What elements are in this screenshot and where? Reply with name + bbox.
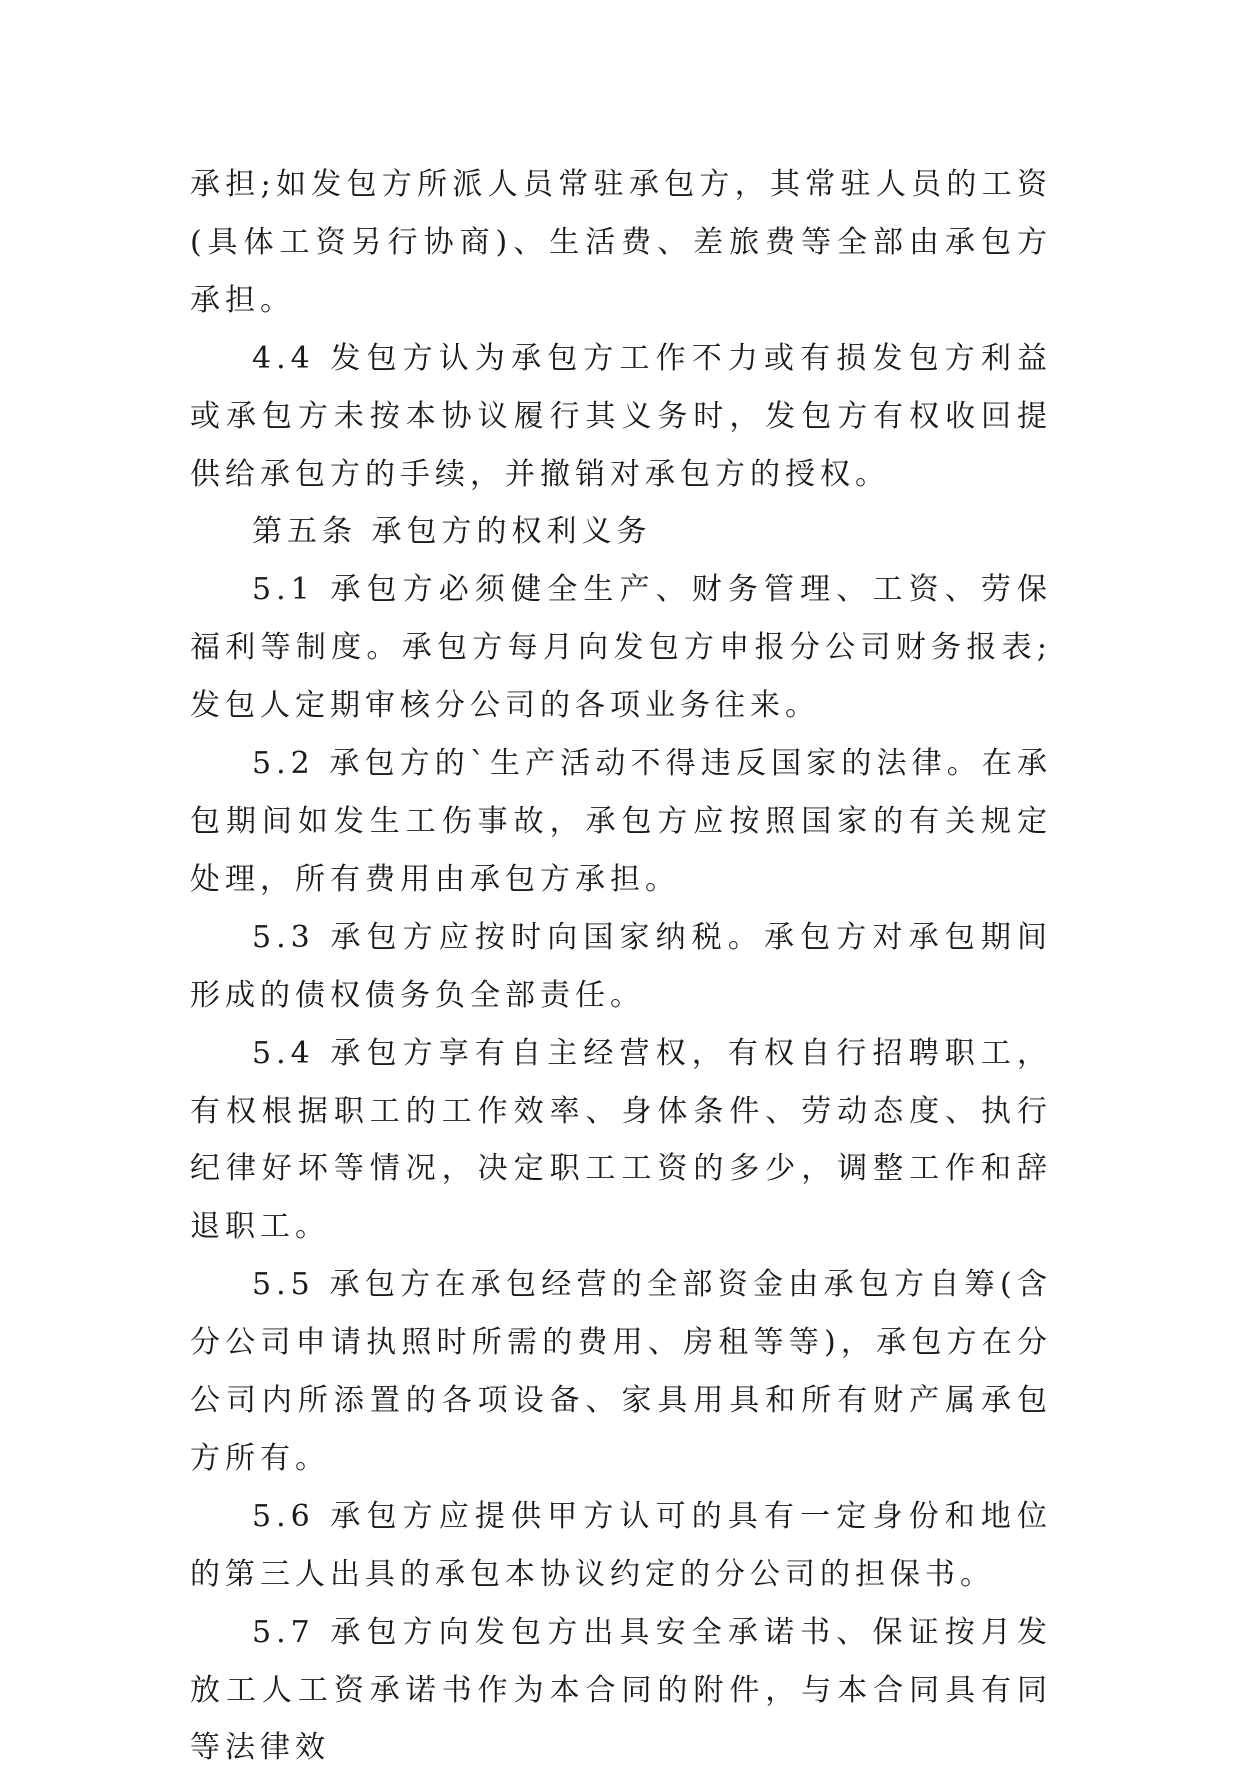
document-body xyxy=(190,156,1052,1777)
paragraph-5-6: 5.6 承包方应提供甲方认可的具有一定身份和地位的第三人出具的承包本协议约定的分公司的担保书。 xyxy=(190,1498,1052,1592)
paragraph-5-3: 5.3 承包方应按时向国家纳税。承包方对承包期间形成的债权债务负全部责任。 xyxy=(190,919,1052,1013)
section-heading-article-5: 第五条 承包方的权利义务 xyxy=(252,514,652,550)
paragraph-5-7: 5.7 承包方向发包方出具安全承诺书、保证按月发放工人工资承诺书作为本合同的附件，与本合同具有同等法律效 xyxy=(190,1614,1052,1766)
paragraph-5-5: 5.5 承包方在承包经营的全部资金由承包方自筹(含分公司申请执照时所需的费用、房租等等)，承包方在分公司内所添置的各项设备、家具用具和所有财产属承包方所有。 xyxy=(190,1267,1052,1476)
paragraph-5-4: 5.4 承包方享有自主经营权，有权自行招聘职工，有权根据职工的工作效率、身体条件、劳动态度、执行纪律好坏等情况，决定职工工资的多少，调整工作和辞退职工。 xyxy=(190,1035,1052,1245)
paragraph-5-1: 5.1 承包方必须健全生产、财务管理、工资、劳保福利等制度。承包方每月向发包方申报分公司财务报表;发包人定期审核分公司的各项业务往来。 xyxy=(190,572,1052,724)
paragraph-continuation: 承担;如发包方所派人员常驻承包方，其常驻人员的工资(具体工资另行协商)、生活费、差旅费等全部由承包方承担。 xyxy=(190,167,1052,318)
paragraph-5-2: 5.2 承包方的`生产活动不得违反国家的法律。在承包期间如发生工伤事故，承包方应按照国家的有关规定处理，所有费用由承包方承担。 xyxy=(190,746,1052,897)
paragraph-4-4: 4.4 发包方认为承包方工作不力或有损发包方利益或承包方未按本协议履行其义务时，发包方有权收回提供给承包方的手续，并撤销对承包方的授权。 xyxy=(190,340,1052,492)
